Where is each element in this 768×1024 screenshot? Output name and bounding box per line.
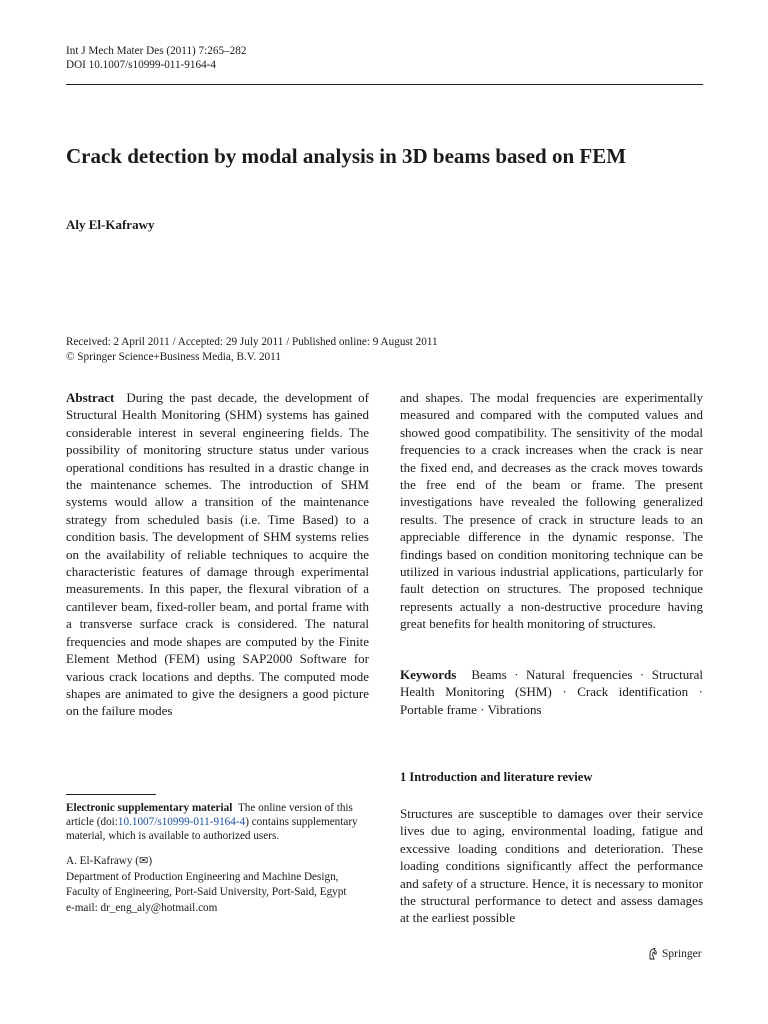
introduction-text: Structures are susceptible to damages over their service lives due to aging, environmental loading, fatigue and excessive loading conditions and deterioration. These loading conditions significantly affect the performance and safety of a structure. Hence, it is necessary to monitor the structural performance to detect and assess damages at the earliest possible: [400, 806, 703, 926]
journal-citation: Int J Mech Mater Des (2011) 7:265–282: [66, 45, 247, 57]
supplementary-note: [66, 801, 369, 843]
affiliation-author: A. El-Kafrawy (✉): [66, 855, 153, 867]
esm-doi-link[interactable]: 10.1007/s10999-011-9164-4: [117, 816, 246, 828]
publisher-logo: [648, 948, 702, 960]
journal-header: [66, 44, 246, 72]
esm-label: Electronic supplementary material: [66, 802, 233, 814]
copyright-line: © Springer Science+Business Media, B.V. 2011: [66, 350, 281, 363]
abstract-text-left: During the past decade, the development of Structural Health Monitoring (SHM) systems has gained considerable interest in several engineering fields. The possibility of monitoring structure status under various operational conditions has resulted in a drastic change in the maintenance schemes. The introduction of SHM systems would allow a transition of the maintenance strategy from scheduled basis (i.e. Time Based) to a condition basis. The development of SHM systems relies on the availability of reliable techniques to acquire the characteristic features of damage through experimental measurements. In this paper, the flexural vibration of a cantilever beam, fixed-roller beam, and portal frame with a transverse surface crack is considered. The natural frequencies and mode shapes are computed by the Finite Element Method (FEM) using SAP2000 Software for various crack locations and depths. The computed mode shapes are animated to give the designers a good picture on the failure modes: [66, 390, 370, 719]
dates-line: Received: 2 April 2011 / Accepted: 29 July 2011 / Published online: 9 August 2011: [66, 336, 438, 348]
author-email[interactable]: e-mail: dr_eng_aly@hotmail.com: [66, 901, 218, 914]
abstract-left-column: [66, 389, 369, 720]
esm-text-end: ) contains supplementary material, which is available to authorized users.: [66, 816, 358, 842]
footnote-rule: [66, 794, 156, 795]
keywords-text: Beams · Natural frequencies · Structural Health Monitoring (SHM) · Crack identification · Portable frame · Vibrations: [400, 667, 704, 717]
author-affiliation: [66, 854, 369, 916]
esm-text: The online version of this article (doi:: [66, 802, 353, 828]
keywords-block: [400, 666, 703, 718]
keywords-label: Keywords: [400, 667, 457, 682]
springer-horse-icon: [648, 948, 658, 960]
abstract-label: Abstract: [66, 390, 115, 405]
publisher-name: Springer: [662, 948, 702, 960]
abstract-right-column: and shapes. The modal frequencies are experimentally measured and compared with the computed values and showed good compatibility. The sensitivity of the modal frequencies to a crack increases when the crack is near the fixed end, and decreases as the crack moves towards the free end of the beam or frame. The present investigations have revealed the following generalized results. The presence of crack in structure leads to an appreciable difference in the dynamic response. The findings based on condition monitoring technique can be utilized in various industrial applications, particularly for fault detection on structures. The proposed technique represents actually a non-destructive procedure having great benefits for health monitoring of structures.: [400, 390, 703, 632]
affiliation-address: Department of Production Engineering and Machine Design, Faculty of Engineering, Port-Said University, Port-Said, Egypt: [66, 870, 347, 899]
author-name: Aly El-Kafrawy: [66, 217, 155, 232]
header-rule: [66, 84, 703, 85]
publication-dates: [66, 335, 438, 364]
article-doi: DOI 10.1007/s10999-011-9164-4: [66, 59, 216, 71]
section-heading: 1 Introduction and literature review: [400, 770, 593, 784]
article-title: Crack detection by modal analysis in 3D beams based on FEM: [66, 144, 627, 168]
